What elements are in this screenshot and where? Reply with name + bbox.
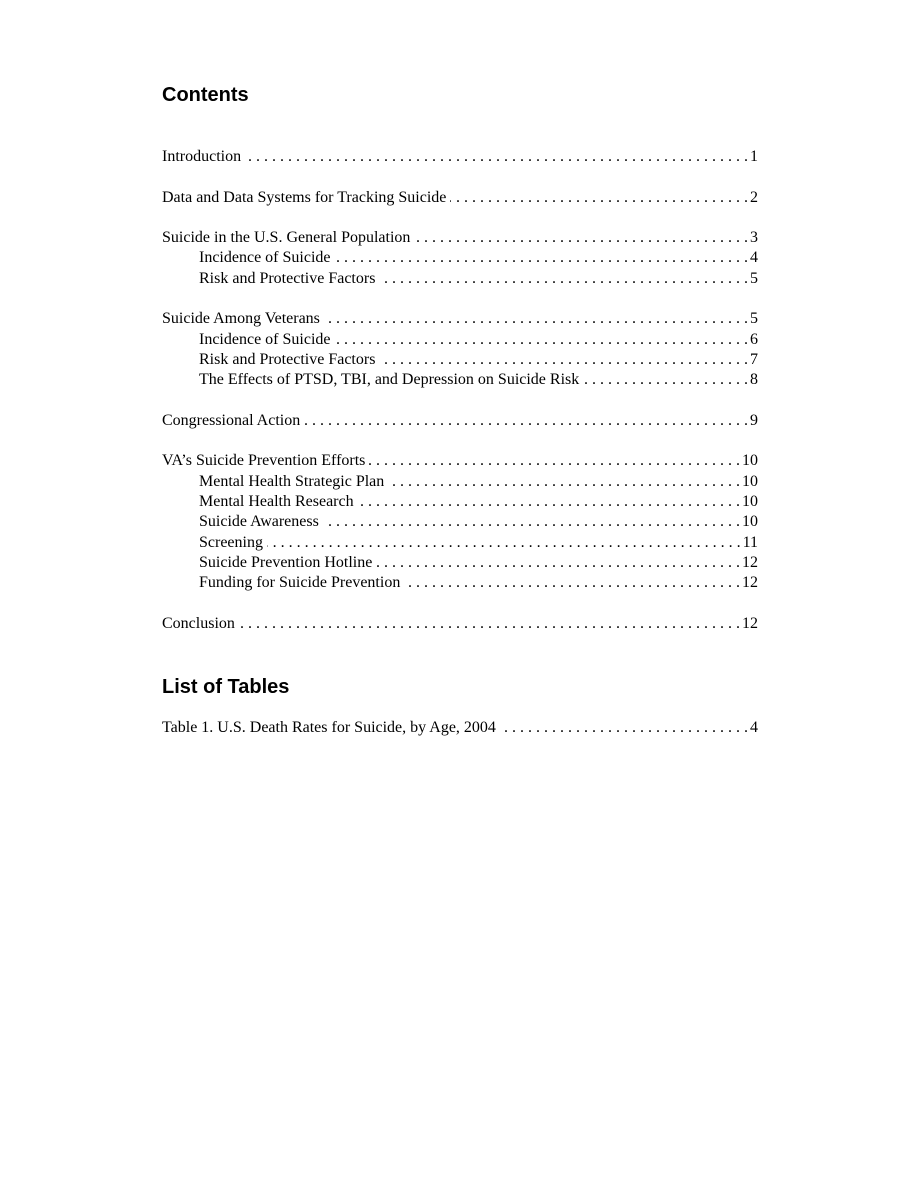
toc-entry-title: Mental Health Strategic Plan bbox=[199, 472, 385, 490]
dot-leader bbox=[379, 269, 748, 289]
toc-entry-title: The Effects of PTSD, TBI, and Depression on Suicide Risk bbox=[199, 371, 580, 389]
toc-entry-page: 10 bbox=[742, 472, 758, 490]
dot-leader bbox=[239, 614, 740, 634]
toc-entry-page: 5 bbox=[750, 310, 758, 328]
toc-entry-page: 1 bbox=[750, 148, 758, 165]
toc-entry-title: Conclusion bbox=[162, 614, 235, 632]
toc-entry-mental-health-research[interactable] bbox=[162, 492, 758, 512]
toc-entry-title: Suicide Awareness bbox=[199, 513, 319, 531]
toc-entry-page: 8 bbox=[750, 371, 758, 389]
toc-entry-page: 10 bbox=[742, 493, 758, 511]
toc-entry-page: 12 bbox=[742, 574, 758, 592]
toc-entry-general-population[interactable] bbox=[162, 228, 758, 248]
toc-entry-page: 11 bbox=[742, 533, 758, 551]
dot-leader bbox=[304, 411, 748, 431]
toc-entry-data-systems[interactable] bbox=[162, 188, 758, 208]
toc-entry-risk-veterans[interactable] bbox=[162, 350, 758, 370]
toc-entry-title: Risk and Protective Factors bbox=[199, 269, 376, 287]
toc-entry-title: Suicide Among Veterans bbox=[162, 310, 320, 328]
dot-leader bbox=[500, 718, 748, 738]
toc-entry-page: 6 bbox=[750, 330, 758, 348]
toc-entry-page: 4 bbox=[750, 249, 758, 267]
toc-entry-hotline[interactable] bbox=[162, 553, 758, 573]
dot-leader bbox=[335, 248, 749, 268]
toc-entry-conclusion[interactable] bbox=[162, 614, 758, 634]
toc-entry-title: Incidence of Suicide bbox=[199, 330, 331, 348]
dot-leader bbox=[324, 309, 748, 329]
toc-entry-title: Suicide Prevention Hotline bbox=[199, 553, 373, 571]
toc-entry-title: Funding for Suicide Prevention bbox=[199, 574, 401, 592]
list-of-tables-heading: List of Tables bbox=[162, 676, 290, 698]
toc-entry-incidence-veterans[interactable] bbox=[162, 330, 758, 350]
dot-leader bbox=[369, 451, 740, 471]
toc-entry-title: Congressional Action bbox=[162, 411, 301, 429]
toc-entry-risk-general[interactable] bbox=[162, 269, 758, 289]
contents-list bbox=[162, 147, 758, 634]
dot-leader bbox=[379, 350, 748, 370]
toc-entry-title: Mental Health Research bbox=[199, 493, 354, 511]
toc-entry-introduction[interactable] bbox=[162, 147, 758, 167]
dot-leader bbox=[376, 553, 740, 573]
table-entry-title: Table 1. U.S. Death Rates for Suicide, by Age, 2004 bbox=[162, 719, 496, 736]
toc-entry-title: Introduction bbox=[162, 148, 242, 165]
dot-leader bbox=[245, 147, 748, 167]
toc-entry-page: 2 bbox=[750, 188, 758, 206]
contents-heading: Contents bbox=[162, 84, 249, 106]
toc-entry-page: 10 bbox=[742, 513, 758, 531]
dot-leader bbox=[323, 512, 740, 532]
toc-entry-congressional-action[interactable] bbox=[162, 411, 758, 431]
table-entry-death-rates[interactable] bbox=[162, 718, 758, 738]
toc-entry-strategic-plan[interactable] bbox=[162, 472, 758, 492]
toc-entry-page: 12 bbox=[742, 614, 758, 632]
dot-leader bbox=[358, 492, 740, 512]
toc-entry-title: Risk and Protective Factors bbox=[199, 350, 376, 368]
dot-leader bbox=[267, 533, 741, 553]
dot-leader bbox=[404, 573, 740, 593]
dot-leader bbox=[583, 370, 748, 390]
toc-entry-title: Screening bbox=[199, 533, 263, 551]
toc-entry-va-efforts[interactable] bbox=[162, 451, 758, 471]
toc-entry-page: 5 bbox=[750, 269, 758, 287]
dot-leader bbox=[335, 330, 749, 350]
toc-entry-title: Suicide in the U.S. General Population bbox=[162, 229, 411, 247]
dot-leader bbox=[450, 188, 748, 208]
toc-entry-ptsd-tbi[interactable] bbox=[162, 370, 758, 390]
list-of-tables bbox=[162, 718, 758, 738]
toc-entry-page: 3 bbox=[750, 229, 758, 247]
toc-entry-suicide-awareness[interactable] bbox=[162, 512, 758, 532]
toc-entry-page: 7 bbox=[750, 350, 758, 368]
toc-entry-page: 10 bbox=[742, 452, 758, 470]
toc-entry-page: 12 bbox=[742, 553, 758, 571]
dot-leader bbox=[414, 228, 748, 248]
toc-entry-screening[interactable] bbox=[162, 533, 758, 553]
table-entry-page: 4 bbox=[750, 719, 758, 736]
toc-entry-incidence-general[interactable] bbox=[162, 248, 758, 268]
toc-entry-page: 9 bbox=[750, 411, 758, 429]
toc-entry-funding[interactable] bbox=[162, 573, 758, 593]
toc-entry-title: Incidence of Suicide bbox=[199, 249, 331, 267]
toc-entry-title: Data and Data Systems for Tracking Suicide bbox=[162, 188, 447, 206]
toc-entry-title: VA’s Suicide Prevention Efforts bbox=[162, 452, 366, 470]
toc-entry-veterans[interactable] bbox=[162, 309, 758, 329]
dot-leader bbox=[388, 472, 740, 492]
